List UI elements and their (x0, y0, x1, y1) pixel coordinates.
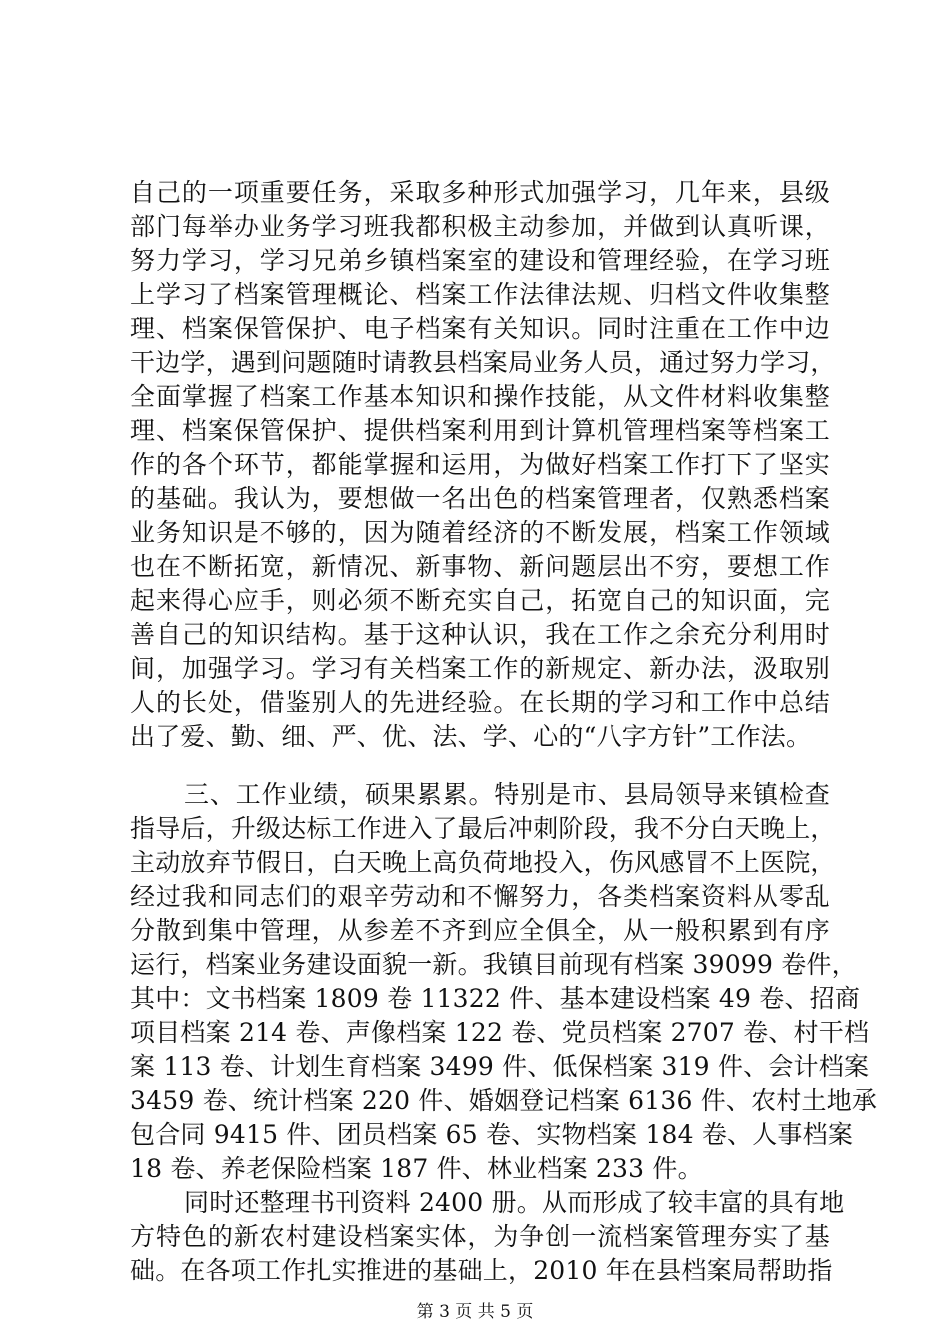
text-line: 案 113 卷、计划生育档案 3499 件、低保档案 319 件、会计档案 (130, 1052, 870, 1081)
text-line: 起来得心应手，则必须不断充实自己，拓宽自己的知识面，完 (130, 586, 830, 615)
text-line: 分散到集中管理，从参差不齐到应全俱全，从一般积累到有序 (130, 916, 830, 945)
text-line: 努力学习，学习兄弟乡镇档案室的建设和管理经验，在学习班 (130, 246, 830, 275)
text-line: 方特色的新农村建设档案实体，为争创一流档案管理夯实了基 (130, 1222, 830, 1251)
text-line: 也在不断拓宽，新情况、新事物、新问题层出不穷，要想工作 (130, 552, 830, 581)
text-line: 指导后，升级达标工作进入了最后冲刺阶段，我不分白天晚上， (130, 814, 836, 843)
text-line: 部门每举办业务学习班我都积极主动参加，并做到认真听课， (130, 212, 830, 241)
text-line: 上学习了档案管理概论、档案工作法律法规、归档文件收集整 (130, 280, 830, 309)
text-line: 人的长处，借鉴别人的先进经验。在长期的学习和工作中总结 (130, 688, 830, 717)
text-line: 理、档案保管保护、提供档案利用到计算机管理档案等档案工 (130, 416, 830, 445)
text-line: 3459 卷、统计档案 220 件、婚姻登记档案 6136 件、农村土地承 (130, 1086, 878, 1115)
text-line: 其中：文书档案 1809 卷 11322 件、基本建设档案 49 卷、招商 (130, 984, 861, 1013)
text-line: 出了爱、勤、细、严、优、法、学、心的“八字方针”工作法。 (130, 722, 812, 751)
text-line: 理、档案保管保护、电子档案有关知识。同时注重在工作中边 (130, 314, 830, 343)
page-footer: 第 3 页 共 5 页 (416, 1302, 534, 1322)
text-line: 项目档案 214 卷、声像档案 122 卷、党员档案 2707 卷、村干档 (130, 1018, 870, 1047)
text-line: 的基础。我认为，要想做一名出色的档案管理者，仅熟悉档案 (130, 484, 830, 513)
text-line: 干边学，遇到问题随时请教县档案局业务人员，通过努力学习， (130, 348, 836, 377)
text-line: 18 卷、养老保险档案 187 件、林业档案 233 件。 (130, 1154, 703, 1183)
text-line: 包合同 9415 件、团员档案 65 卷、实物档案 184 卷、人事档案 (130, 1120, 854, 1149)
text-line: 业务知识是不够的，因为随着经济的不断发展，档案工作领域 (130, 518, 830, 547)
text-line: 同时还整理书刊资料 2400 册。从而形成了较丰富的具有地 (184, 1188, 845, 1217)
text-line: 经过我和同志们的艰辛劳动和不懈努力，各类档案资料从零乱 (130, 882, 830, 911)
text-line: 三、工作业绩，硕果累累。特别是市、县局领导来镇检查 (184, 780, 830, 809)
text-line: 础。在各项工作扎实推进的基础上，2010 年在县档案局帮助指 (130, 1256, 833, 1285)
text-line: 运行，档案业务建设面貌一新。我镇目前现有档案 39099 卷件， (130, 950, 857, 979)
text-line: 善自己的知识结构。基于这种认识，我在工作之余充分利用时 (130, 620, 830, 649)
text-line: 自己的一项重要任务，采取多种形式加强学习，几年来，县级 (130, 178, 830, 207)
text-line: 间，加强学习。学习有关档案工作的新规定、新办法，汲取别 (130, 654, 830, 683)
text-line: 作的各个环节，都能掌握和运用，为做好档案工作打下了坚实 (130, 450, 830, 479)
text-line: 全面掌握了档案工作基本知识和操作技能，从文件材料收集整 (130, 382, 830, 411)
text-line: 主动放弃节假日，白天晚上高负荷地投入，伤风感冒不上医院， (130, 848, 836, 877)
